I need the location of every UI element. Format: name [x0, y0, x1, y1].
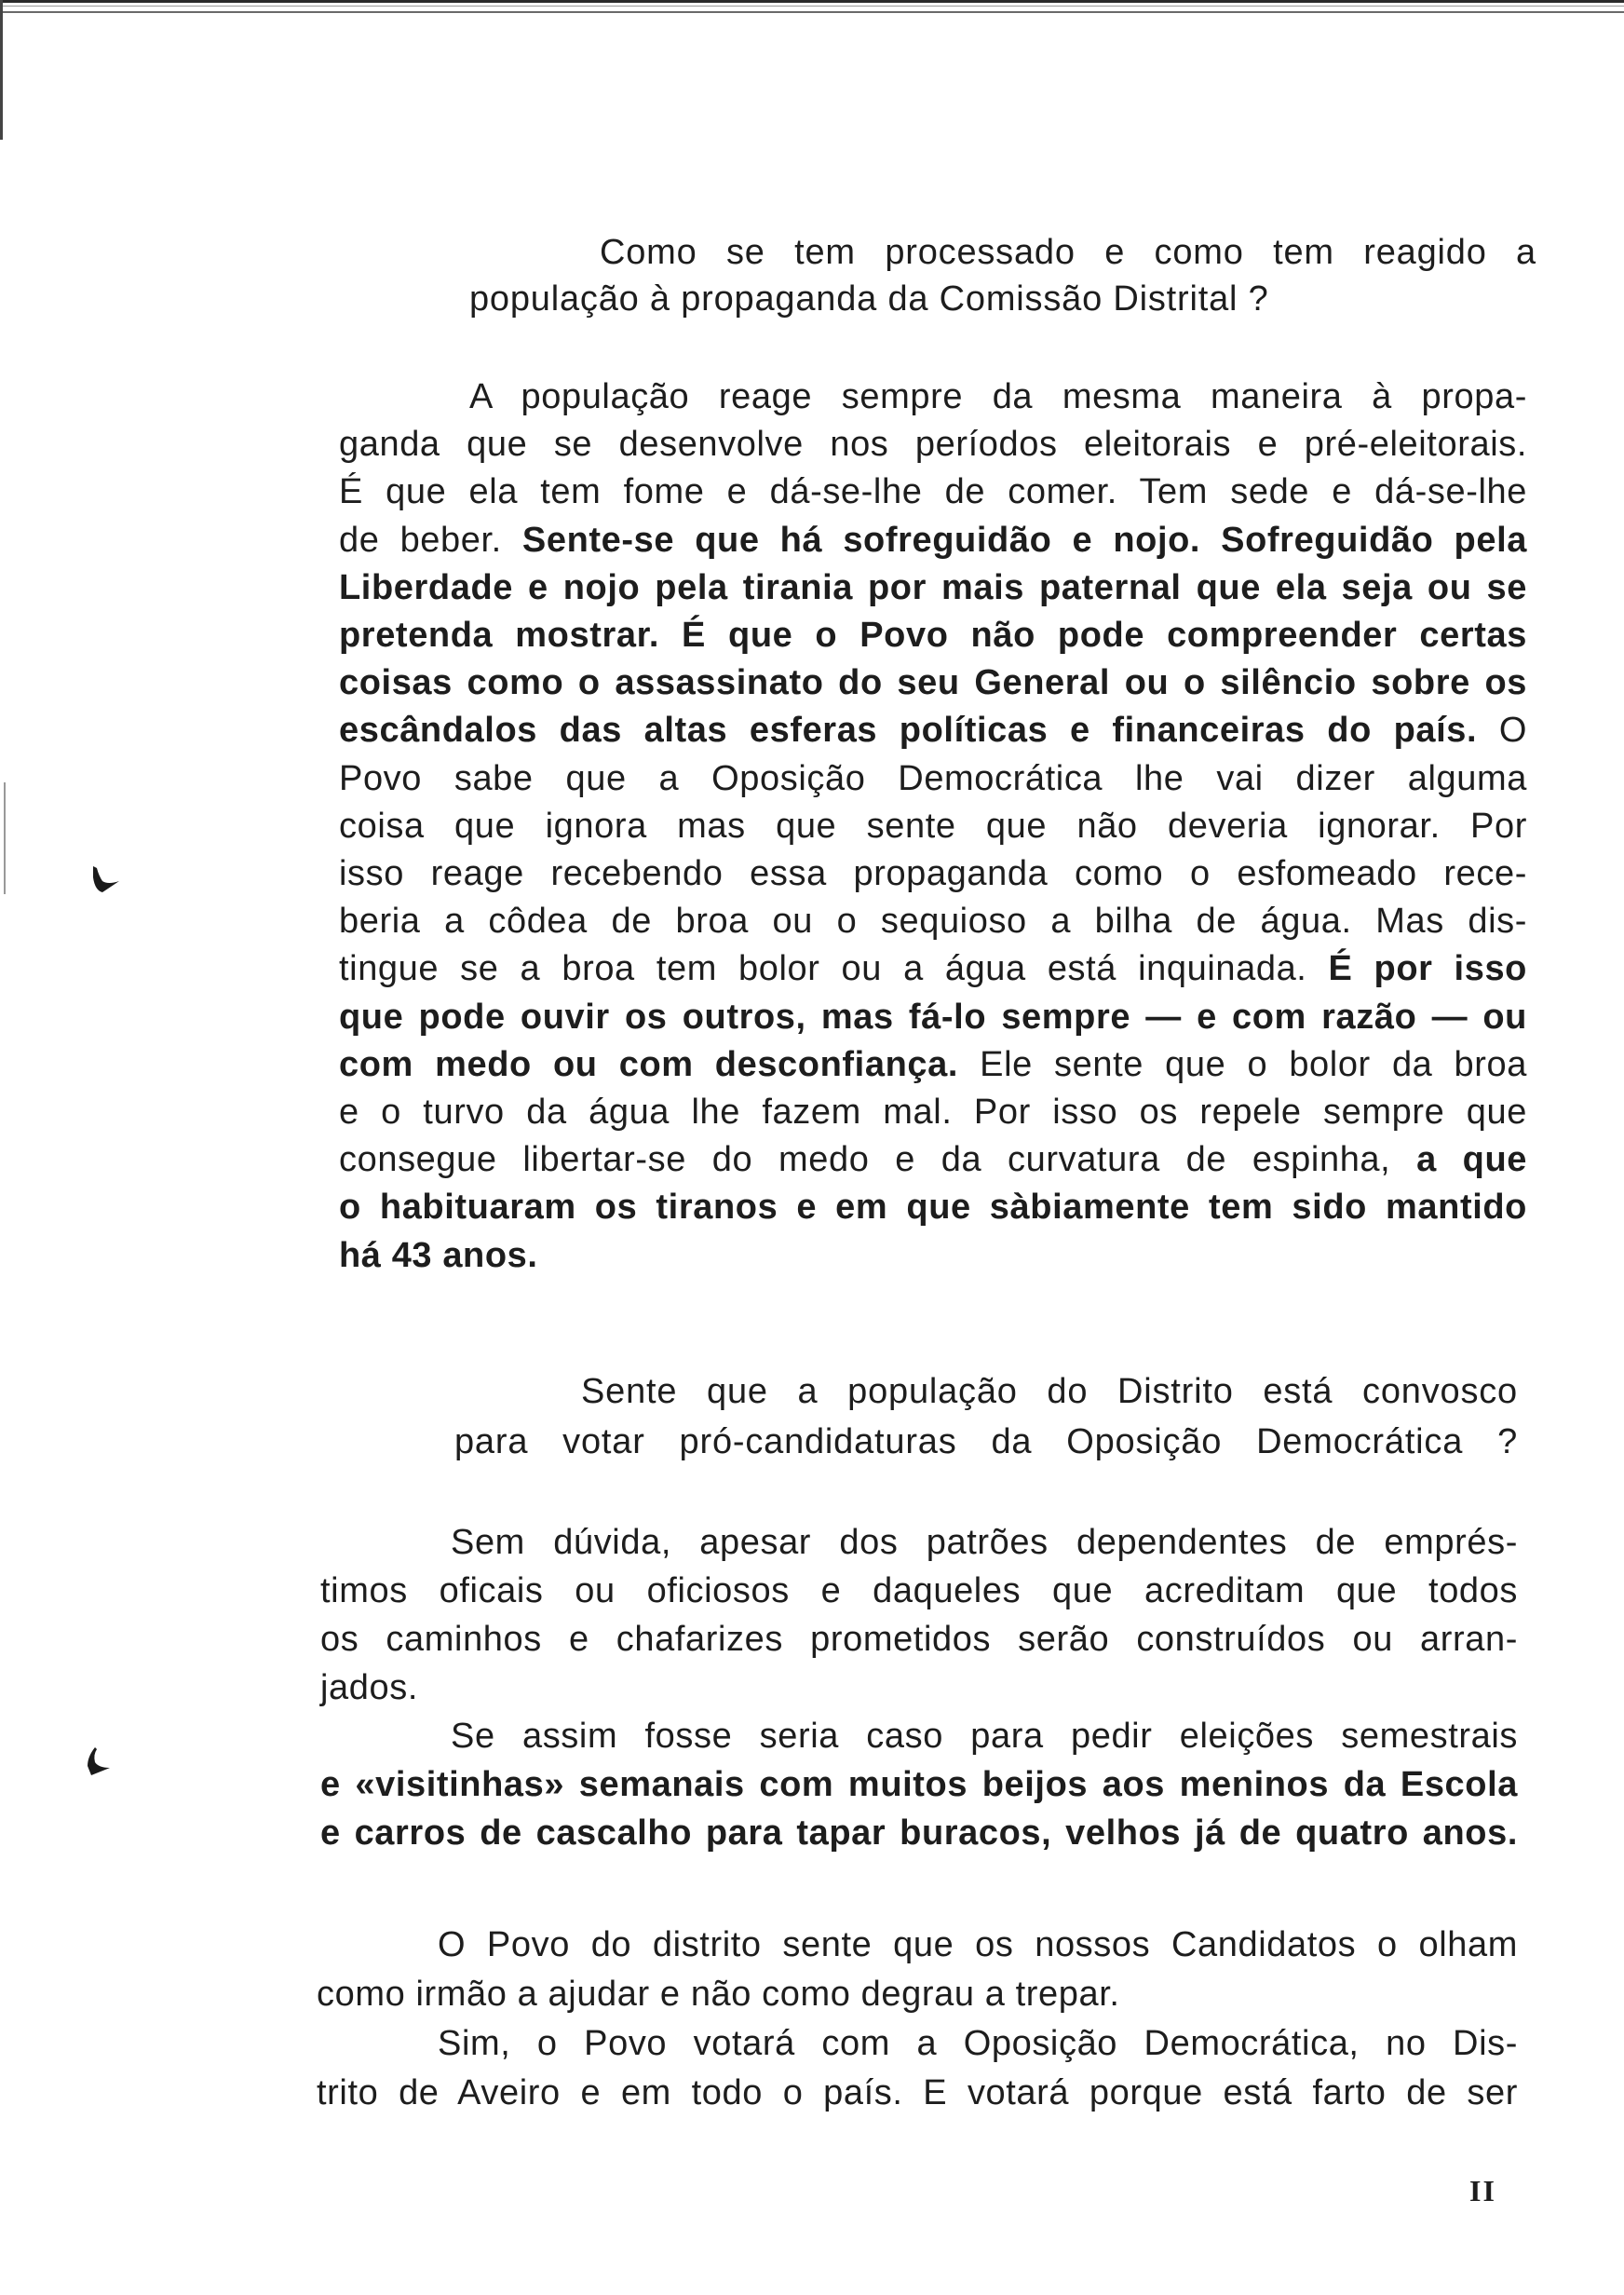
- paragraph-line: [320, 1567, 1518, 1615]
- bold-text-run: há 43 anos.: [339, 1236, 538, 1275]
- paragraph-line: [438, 2019, 1518, 2068]
- bold-text-run: e carros de cascalho para tapar buracos, velhos já de quatro anos.: [320, 1813, 1518, 1853]
- text-run: Ele sente que o bolor da broa: [958, 1045, 1527, 1084]
- paragraph-line: [438, 1921, 1518, 1969]
- paragraph-line: [339, 993, 1527, 1041]
- paragraph-line: [339, 420, 1527, 469]
- paragraph-line: [451, 1712, 1518, 1760]
- margin-mark-icon: [89, 864, 121, 896]
- question-line: população à propaganda da Comissão Distrital ?: [469, 279, 1269, 319]
- text-run: jados.: [320, 1668, 419, 1707]
- paragraph-line: [339, 516, 1527, 564]
- paragraph-line: [339, 897, 1527, 945]
- text-run: Povo sabe que a Oposição Democrática lhe vai dizer alguma: [339, 759, 1527, 798]
- paragraph-line: [339, 1040, 1527, 1089]
- bold-text-run: escândalos das altas esferas políticas e financeiras do país.: [339, 711, 1478, 750]
- bold-text-run: o habituaram os tiranos e em que sàbiamente tem sido mantido: [339, 1188, 1527, 1227]
- paragraph-line: [320, 1664, 418, 1712]
- text-run: A população reage sempre da mesma maneira à propa-: [469, 377, 1527, 416]
- text-run: É que ela tem fome e dá-se-lhe de comer. Tem sede e dá-se-lhe: [339, 472, 1527, 511]
- margin-mark-icon: [84, 1747, 115, 1779]
- bold-text-run: a que: [1416, 1140, 1527, 1179]
- text-run: timos oficais ou oficiosos e daqueles que acreditam que todos: [320, 1571, 1518, 1610]
- question-line: para votar pró-candidaturas da Oposição Democrática ?: [454, 1422, 1518, 1461]
- text-run: isso reage recebendo essa propaganda como o esfomeado rece-: [339, 854, 1527, 893]
- paragraph-line: [339, 1135, 1527, 1184]
- text-run: os caminhos e chafarizes prometidos serão construídos ou arran-: [320, 1620, 1518, 1659]
- paragraph-line: [320, 1760, 1518, 1809]
- paragraph-line: [339, 849, 1527, 898]
- paragraph-line: [339, 1088, 1527, 1136]
- text-run: Sim, o Povo votará com a Oposição Democrática, no Dis-: [438, 2024, 1518, 2063]
- paragraph-line: [469, 373, 1527, 421]
- paragraph-line: [317, 1970, 1120, 2018]
- bold-text-run: coisas como o assassinato do seu General ou o silêncio sobre os: [339, 663, 1527, 702]
- paragraph-line: [339, 706, 1527, 754]
- text-run: coisa que ignora mas que sente que não deveria ignorar. Por: [339, 807, 1527, 846]
- bold-text-run: Sente-se que há sofreguidão e nojo. Sofreguidão pela: [521, 521, 1527, 560]
- paragraph-line: [339, 659, 1527, 707]
- paragraph-line: [339, 564, 1527, 612]
- paragraph-line: [339, 1183, 1527, 1231]
- question-line: Sente que a população do Distrito está convosco: [581, 1372, 1518, 1411]
- text-run: ganda que se desenvolve nos períodos eleitorais e pré-eleitorais.: [339, 425, 1527, 464]
- paragraph-line: [339, 468, 1527, 516]
- bold-text-run: pretenda mostrar. É que o Povo não pode compreender certas: [339, 616, 1527, 655]
- text-run: O Povo do distrito sente que os nossos Candidatos o olham: [438, 1925, 1518, 1964]
- page-number: II: [1469, 2174, 1496, 2207]
- text-run: Se assim fosse seria caso para pedir eleições semestrais: [451, 1717, 1518, 1756]
- text-run: Sem dúvida, apesar dos patrões dependentes de emprés-: [451, 1523, 1518, 1562]
- paragraph-line: [339, 802, 1527, 850]
- text-run: beria a côdea de broa ou o sequioso a bilha de água. Mas dis-: [339, 902, 1527, 941]
- bold-text-run: com medo ou com desconfiança.: [339, 1045, 959, 1084]
- text-run: de beber.: [339, 521, 522, 560]
- text-run: como irmão a ajudar e não como degrau a trepar.: [317, 1975, 1120, 2014]
- bold-text-run: Liberdade e nojo pela tirania por mais paternal que ela seja ou se: [339, 568, 1527, 607]
- question-line: Como se tem processado e como tem reagido a: [600, 233, 1536, 272]
- text-run: consegue libertar-se do medo e da curvatura de espinha,: [339, 1140, 1417, 1179]
- text-run: tingue se a broa tem bolor ou a água está inquinada.: [339, 949, 1329, 988]
- paragraph-line: [451, 1518, 1518, 1567]
- paragraph-line: [339, 611, 1527, 659]
- text-run: e o turvo da água lhe fazem mal. Por isso os repele sempre que: [339, 1093, 1527, 1132]
- paragraph-line: [320, 1809, 1518, 1857]
- paragraph-line: [339, 944, 1527, 993]
- bold-text-run: que pode ouvir os outros, mas fá-lo sempre — e com razão — ou: [339, 998, 1527, 1037]
- paragraph-line: [320, 1615, 1518, 1664]
- bold-text-run: É por isso: [1328, 949, 1527, 988]
- paragraph-line: [339, 1231, 538, 1280]
- paragraph-line: [339, 754, 1527, 803]
- text-run: trito de Aveiro e em todo o país. E votará porque está farto de ser: [317, 2073, 1518, 2112]
- bold-text-run: e «visitinhas» semanais com muitos beijos aos meninos da Escola: [320, 1765, 1518, 1804]
- paragraph-line: [317, 2069, 1518, 2117]
- text-run: O: [1477, 711, 1527, 750]
